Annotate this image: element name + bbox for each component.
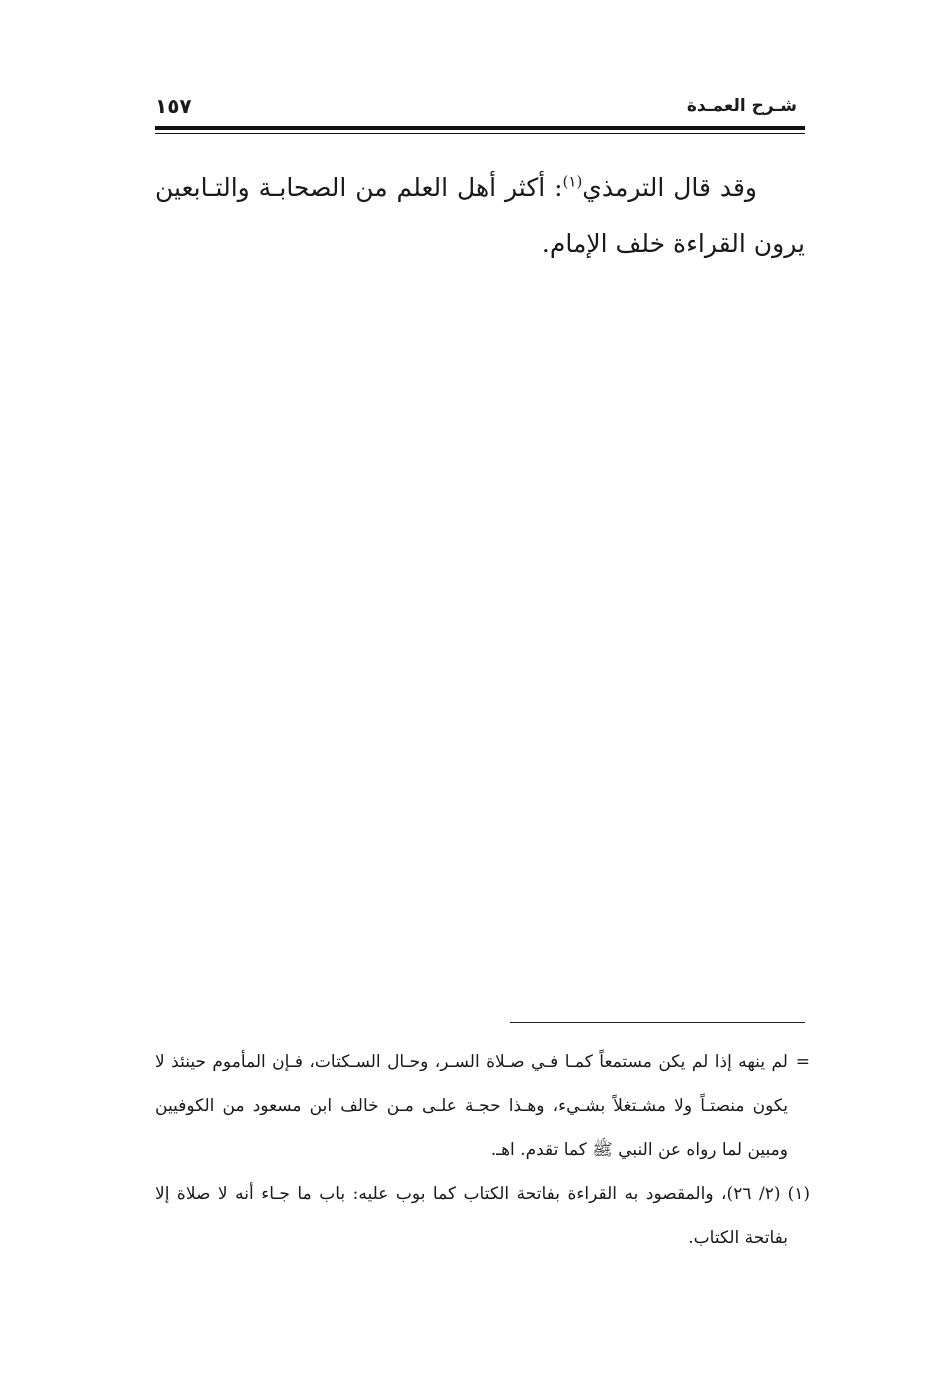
page-number: ١٥٧ (155, 94, 192, 118)
header-rule-thin (155, 133, 805, 134)
footnote-1 (155, 1172, 810, 1260)
running-title: شـرح العمـدة (686, 96, 797, 116)
footnote-1-text: (٢/ ٢٦)، والمقصود به القراءة بفاتحة الكتاب كما بوب عليه: باب ما جـاء أنه لا صلاة إلا بفاتحة الكتاب. (155, 1184, 788, 1248)
footnote-separator (510, 1022, 805, 1023)
footnotes (155, 1040, 810, 1260)
footnote-continuation-text: لم ينهه إذا لم يكن مستمعاً كمـا فـي صـلاة السـر، وحـال السـكتات، فـإن المأموم حينئذ لا يكون منصتـاً ولا مشـتغلاً بشـيء، وهـذا حجـة علـى مـن خالف ابن مسعود من الكوفيين ومبين لما رواه عن النبي ﷺ كما تقدم. اهـ. (155, 1052, 788, 1160)
main-paragraph-start: وقد قال الترمذي (582, 173, 757, 202)
main-paragraph-end: : أكثر أهل العلم من الصحابـة والتـابعين يرون القراءة خلف الإمام. (155, 173, 805, 258)
footnote-continuation (155, 1040, 810, 1172)
page-header (155, 92, 805, 124)
footnote-reference: (١) (562, 172, 583, 191)
main-text (155, 160, 805, 272)
continuation-marker: = (795, 1052, 810, 1072)
footnote-1-label: (١) (787, 1184, 811, 1204)
main-paragraph (155, 160, 805, 272)
header-rule-thick (155, 126, 805, 130)
